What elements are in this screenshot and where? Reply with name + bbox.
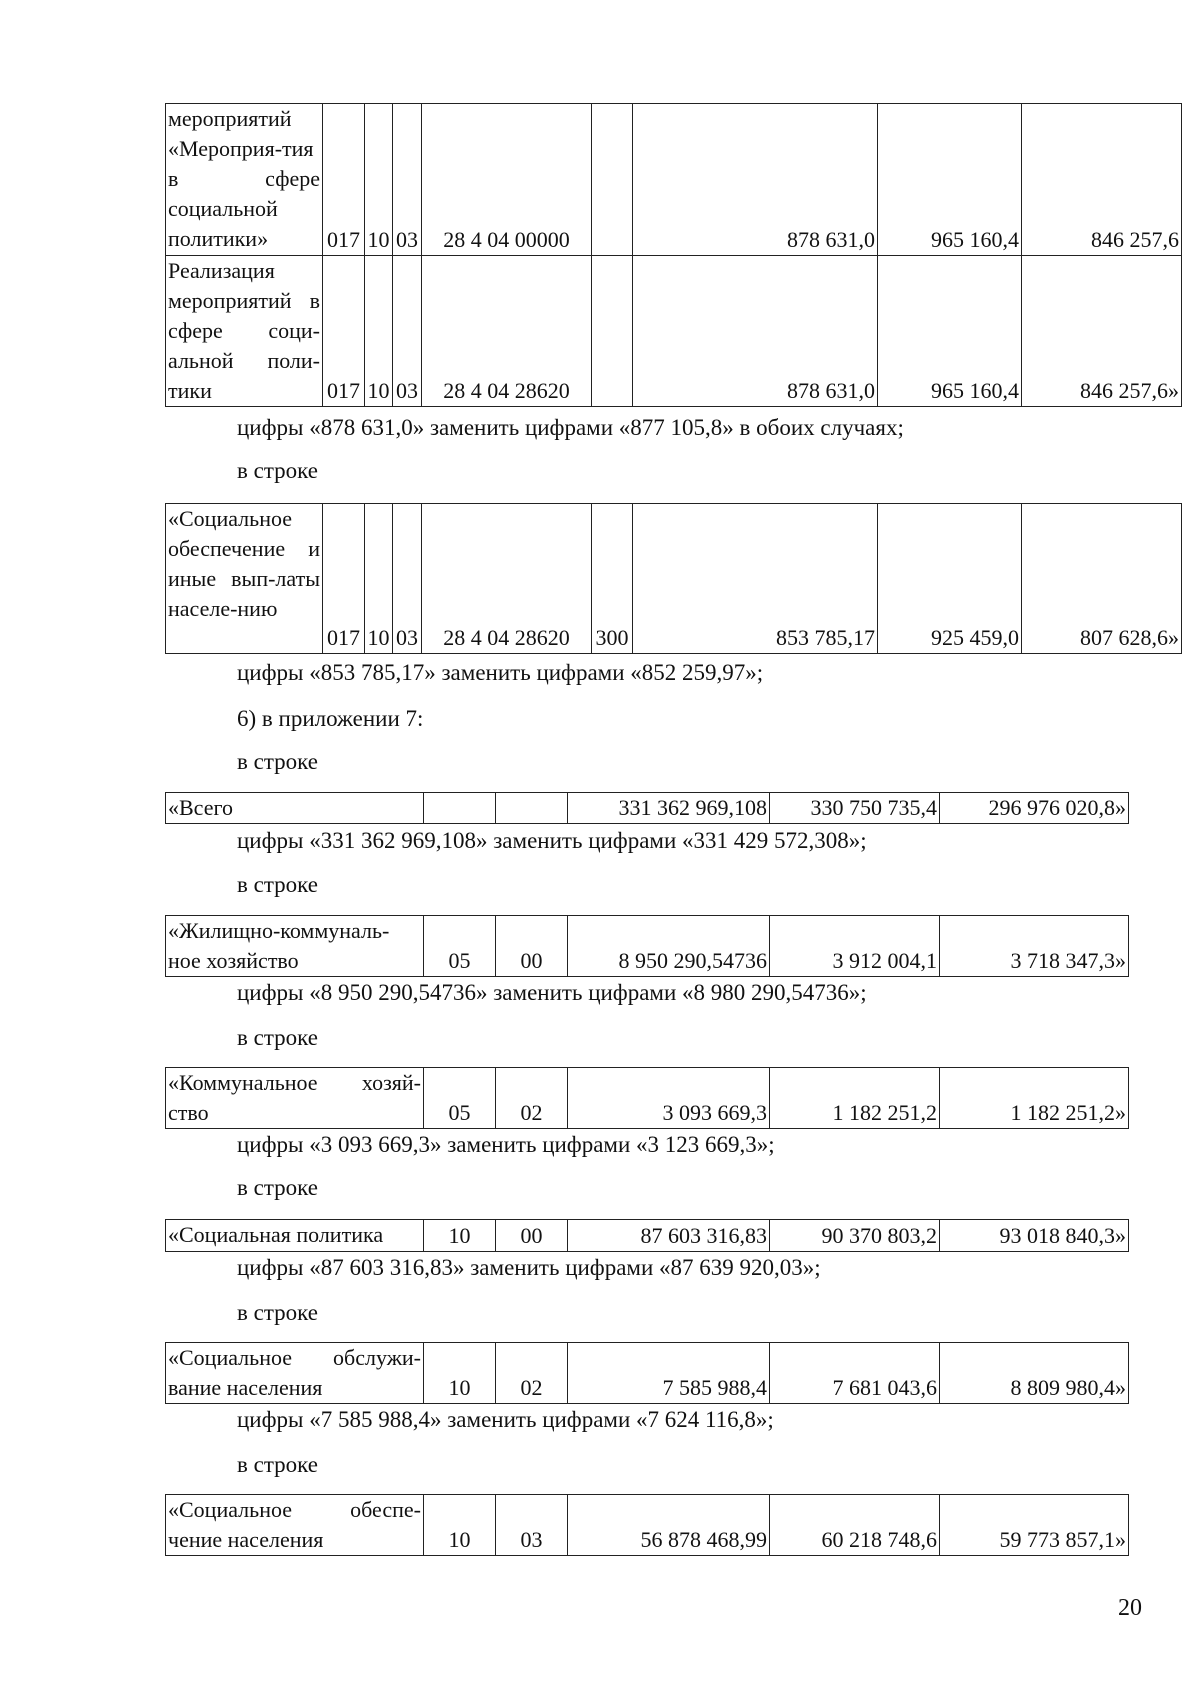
table-row — [166, 104, 1182, 256]
amendment-table-social-service — [165, 1342, 1129, 1404]
pr-cell: 00 — [496, 916, 568, 977]
value-2023-cell: 296 976 020,8» — [940, 793, 1129, 824]
row-name: «Социальное обеспечение и иные вып-латы населе-нию — [166, 504, 323, 654]
vr-cell — [592, 256, 633, 407]
code-cell: 017 — [323, 256, 365, 407]
amendment-table-social-policy — [165, 1219, 1129, 1252]
pr-cell: 03 — [496, 1495, 568, 1556]
rz-cell: 10 — [365, 504, 393, 654]
value-2021-cell: 853 785,17 — [633, 504, 878, 654]
amendment-table-total — [165, 792, 1129, 824]
row-name: «Социальное обслужи-вание населения — [166, 1343, 424, 1404]
amendment-table-measures — [165, 103, 1182, 407]
row-name: «Всего — [166, 793, 424, 824]
replacement-instruction: цифры «853 785,17» заменить цифрами «852 259,97»; — [237, 660, 764, 685]
csr-cell: 28 4 04 28620 — [422, 256, 592, 407]
table-row — [166, 916, 1129, 977]
rz-cell: 10 — [365, 256, 393, 407]
value-2022-cell: 90 370 803,2 — [770, 1220, 940, 1252]
value-2022-cell: 330 750 735,4 — [770, 793, 940, 824]
row-name: «Социальное обеспе-чение населения — [166, 1495, 424, 1556]
value-2021-cell: 8 950 290,54736 — [568, 916, 770, 977]
csr-cell: 28 4 04 28620 — [422, 504, 592, 654]
pr-cell: 03 — [393, 104, 422, 256]
in-row-label: в строке — [237, 458, 318, 483]
pr-cell — [496, 793, 568, 824]
value-2023-cell: 93 018 840,3» — [940, 1220, 1129, 1252]
table-row — [166, 1495, 1129, 1556]
replacement-instruction: цифры «87 603 316,83» заменить цифрами «87 639 920,03»; — [237, 1255, 821, 1280]
rz-cell — [424, 793, 496, 824]
pr-cell: 02 — [496, 1068, 568, 1129]
in-row-label: в строке — [237, 1025, 318, 1050]
table-row — [166, 793, 1129, 824]
table-row — [166, 1220, 1129, 1252]
csr-cell: 28 4 04 00000 — [422, 104, 592, 256]
value-2022-cell: 60 218 748,6 — [770, 1495, 940, 1556]
value-2021-cell: 878 631,0 — [633, 104, 878, 256]
value-2022-cell: 965 160,4 — [878, 256, 1022, 407]
value-2021-cell: 3 093 669,3 — [568, 1068, 770, 1129]
vr-cell: 300 — [592, 504, 633, 654]
table-row — [166, 256, 1182, 407]
in-row-label: в строке — [237, 1175, 318, 1200]
pr-cell: 03 — [393, 504, 422, 654]
value-2021-cell: 7 585 988,4 — [568, 1343, 770, 1404]
table-row — [166, 1068, 1129, 1129]
pr-cell: 00 — [496, 1220, 568, 1252]
value-2022-cell: 1 182 251,2 — [770, 1068, 940, 1129]
rz-cell: 05 — [424, 1068, 496, 1129]
amendment-table-communal — [165, 1067, 1129, 1129]
rz-cell: 10 — [424, 1220, 496, 1252]
value-2021-cell: 331 362 969,108 — [568, 793, 770, 824]
row-name: «Социальная политика — [166, 1220, 424, 1252]
in-row-label: в строке — [237, 1452, 318, 1477]
value-2023-cell: 8 809 980,4» — [940, 1343, 1129, 1404]
value-2023-cell: 1 182 251,2» — [940, 1068, 1129, 1129]
pr-cell: 03 — [393, 256, 422, 407]
amendment-table-housing — [165, 915, 1129, 977]
amendment-table-social-provision — [165, 1494, 1129, 1556]
page-number: 20 — [1118, 1595, 1142, 1621]
value-2021-cell: 56 878 468,99 — [568, 1495, 770, 1556]
value-2023-cell: 846 257,6 — [1022, 104, 1182, 256]
amendment-table-social-payments — [165, 503, 1182, 654]
table-row — [166, 504, 1182, 654]
row-name: Реализация мероприятий в сфере соци-альной поли-тики — [166, 256, 323, 407]
code-cell: 017 — [323, 104, 365, 256]
value-2023-cell: 807 628,6» — [1022, 504, 1182, 654]
value-2021-cell: 87 603 316,83 — [568, 1220, 770, 1252]
row-name: «Коммунальное хозяй-ство — [166, 1068, 424, 1129]
vr-cell — [592, 104, 633, 256]
table-row — [166, 1343, 1129, 1404]
row-name: мероприятий «Мероприя-тия в сфере социальной политики» — [166, 104, 323, 256]
replacement-instruction: цифры «8 950 290,54736» заменить цифрами «8 980 290,54736»; — [237, 980, 867, 1005]
in-row-label: в строке — [237, 872, 318, 897]
value-2023-cell: 3 718 347,3» — [940, 916, 1129, 977]
section-heading: 6) в приложении 7: — [237, 706, 424, 731]
value-2022-cell: 7 681 043,6 — [770, 1343, 940, 1404]
value-2022-cell: 3 912 004,1 — [770, 916, 940, 977]
replacement-instruction: цифры «878 631,0» заменить цифрами «877 105,8» в обоих случаях; — [237, 415, 904, 440]
rz-cell: 10 — [424, 1495, 496, 1556]
value-2022-cell: 925 459,0 — [878, 504, 1022, 654]
code-cell: 017 — [323, 504, 365, 654]
replacement-instruction: цифры «3 093 669,3» заменить цифрами «3 123 669,3»; — [237, 1132, 775, 1157]
in-row-label: в строке — [237, 749, 318, 774]
in-row-label: в строке — [237, 1300, 318, 1325]
replacement-instruction: цифры «331 362 969,108» заменить цифрами «331 429 572,308»; — [237, 828, 867, 853]
rz-cell: 10 — [424, 1343, 496, 1404]
rz-cell: 05 — [424, 916, 496, 977]
pr-cell: 02 — [496, 1343, 568, 1404]
value-2023-cell: 846 257,6» — [1022, 256, 1182, 407]
value-2023-cell: 59 773 857,1» — [940, 1495, 1129, 1556]
replacement-instruction: цифры «7 585 988,4» заменить цифрами «7 624 116,8»; — [237, 1407, 774, 1432]
row-name: «Жилищно-коммуналь-ное хозяйство — [166, 916, 424, 977]
value-2021-cell: 878 631,0 — [633, 256, 878, 407]
value-2022-cell: 965 160,4 — [878, 104, 1022, 256]
rz-cell: 10 — [365, 104, 393, 256]
